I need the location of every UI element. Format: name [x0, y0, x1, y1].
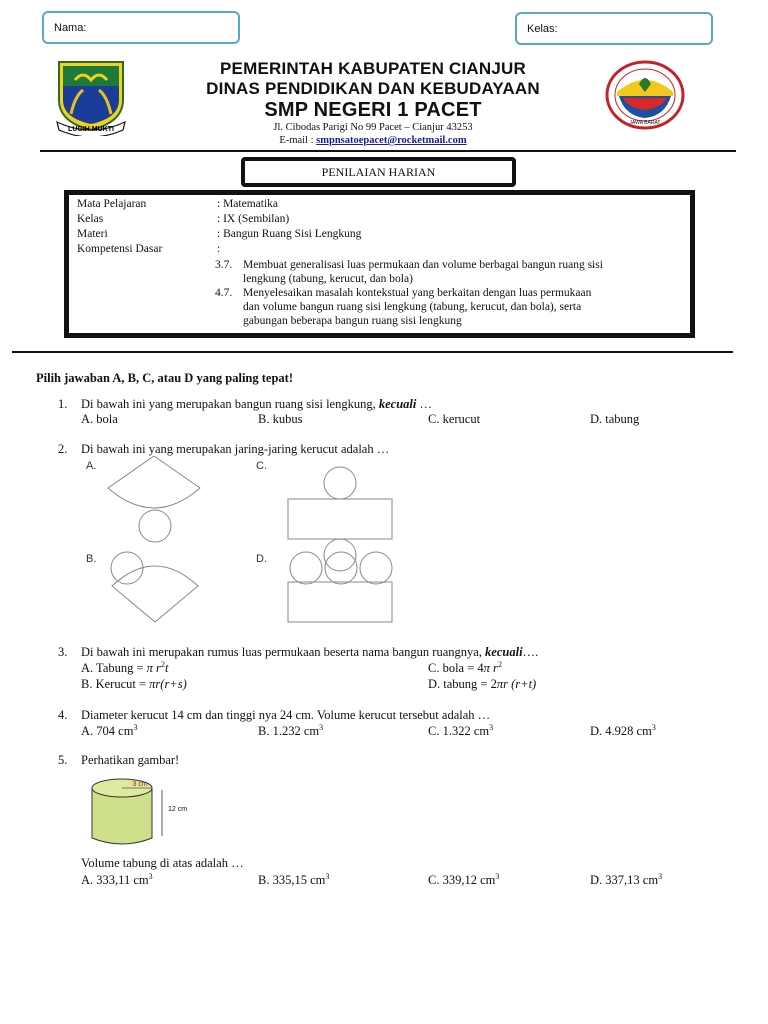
option-b[interactable]: B. kubus [258, 412, 303, 426]
jawa-barat-logo-icon [605, 60, 685, 130]
unit-exponent: 3 [319, 723, 324, 732]
kd-number: 3.7. [215, 259, 233, 271]
info-label: Materi [77, 228, 108, 240]
question-3-tail: …. [522, 645, 539, 659]
question-5-prompt: Volume tabung di atas adalah … [81, 856, 244, 870]
question-3-text: Di bawah ini merupakan rumus luas permukaan beserta nama bangun ruangnya, [81, 645, 486, 659]
net-label-d[interactable]: D. [256, 553, 267, 565]
question-number: 2. [58, 442, 68, 456]
option-a[interactable]: A. bola [81, 412, 118, 426]
question-text: Perhatikan gambar! [81, 753, 180, 767]
section-divider [12, 351, 733, 353]
option-b[interactable] [258, 723, 323, 739]
option-b-text: B. 335,15 cm [258, 873, 326, 888]
unit-exponent: 3 [495, 872, 500, 881]
net-label-b[interactable]: B. [86, 553, 97, 565]
right-logo-text: JAWA BARAT [629, 120, 661, 126]
question-1-tail: … [416, 397, 432, 411]
option-d[interactable] [428, 677, 536, 692]
question-number: 5. [58, 753, 68, 767]
net-label-a[interactable]: A. [86, 460, 97, 472]
question-text: Di bawah ini yang merupakan jaring-jaring kerucut adalah … [81, 442, 390, 456]
question-1-text: Di bawah ini yang merupakan bangun ruang sisi lengkung, [81, 397, 379, 411]
option-a-exponent: 2 [160, 660, 165, 669]
option-d-text: D. 337,13 cm [590, 873, 659, 888]
info-box [64, 190, 695, 338]
option-a-formula: π r [146, 661, 161, 676]
option-a-prefix: A. Tabung = [81, 661, 147, 676]
question-text [81, 397, 432, 412]
net-c-figure [288, 467, 392, 571]
option-c[interactable] [428, 723, 493, 739]
page-title: PENILAIAN HARIAN [241, 157, 516, 187]
radius-label: 3 cm [132, 781, 148, 788]
option-a[interactable] [81, 660, 168, 676]
header-divider [40, 150, 736, 152]
option-c-prefix: C. bola = 4 [428, 661, 484, 676]
option-a-text: A. 704 cm [81, 724, 134, 739]
net-label-c[interactable]: C. [256, 460, 267, 472]
unit-exponent: 3 [148, 872, 153, 881]
instruction: Pilih jawaban A, B, C, atau D yang paling tepat! [36, 371, 293, 385]
net-d-figure [288, 552, 392, 622]
info-value: : [217, 243, 221, 255]
cianjur-logo-icon [53, 56, 129, 136]
option-d-text: D. 4.928 cm [590, 724, 652, 739]
cone-net-figures [100, 456, 400, 628]
cylinder-figure [88, 776, 208, 852]
unit-exponent: 3 [658, 872, 663, 881]
question-text [81, 645, 538, 660]
kd-number: 4.7. [215, 287, 233, 299]
left-logo-motto: LUGIH MUKTI [68, 126, 114, 133]
info-value: : Bangun Ruang Sisi Lengkung [217, 228, 362, 240]
unit-exponent: 3 [325, 872, 330, 881]
net-a-figure [108, 456, 200, 542]
kd-text-line: Menyelesaikan masalah kontekstual yang berkaitan dengan luas permukaan [243, 287, 592, 299]
option-b-prefix: B. Kerucut = [81, 677, 150, 691]
option-b[interactable] [81, 677, 187, 692]
header-line-1: PEMERINTAH KABUPATEN CIANJUR [220, 59, 526, 78]
unit-exponent: 3 [489, 723, 494, 732]
height-label: 12 cm [168, 806, 188, 813]
unit-exponent: 3 [651, 723, 656, 732]
option-d[interactable] [590, 723, 656, 739]
info-value: : IX (Sembilan) [217, 213, 290, 225]
option-a[interactable] [81, 872, 153, 888]
option-c[interactable] [428, 660, 502, 676]
email-label: E-mail : [279, 135, 317, 146]
option-b[interactable] [258, 872, 329, 888]
option-c-text: C. 339,12 cm [428, 873, 496, 888]
kd-text-line: Membuat generalisasi luas permukaan dan volume berbagai bangun ruang sisi [243, 259, 603, 271]
info-value: : Matematika [217, 198, 278, 210]
school-email-line [140, 135, 606, 146]
option-c-exponent: 2 [497, 660, 502, 669]
info-label: Kelas [77, 213, 104, 225]
kd-text-line: dan volume bangun ruang sisi lengkung (tabung, kerucut, dan bola), serta [243, 301, 582, 313]
info-label: Kompetensi Dasar [77, 243, 163, 255]
school-address: Jl. Cibodas Parigi No 99 Pacet – Cianjur 43253 [273, 122, 473, 133]
option-c[interactable] [428, 872, 499, 888]
school-name: SMP NEGERI 1 PACET [264, 99, 482, 121]
option-d[interactable] [590, 872, 662, 888]
kelas-field[interactable] [515, 12, 713, 45]
option-a-text: A. 333,11 cm [81, 873, 149, 888]
option-c-formula: π r [483, 661, 498, 676]
option-b-formula: πr(r+s) [149, 677, 187, 691]
option-c-text: C. 1.322 cm [428, 724, 490, 739]
option-a[interactable] [81, 723, 137, 739]
kd-text-line: lengkung (tabung, kerucut, dan bola) [243, 273, 413, 285]
question-number: 3. [58, 645, 68, 659]
question-1-emphasis: kecuali [378, 397, 417, 411]
net-b-figure [111, 552, 198, 622]
nama-field[interactable] [42, 11, 240, 44]
option-d[interactable]: D. tabung [590, 412, 640, 426]
option-c[interactable]: C. kerucut [428, 412, 481, 426]
option-a-tail: t [164, 661, 169, 676]
header-line-2: DINAS PENDIDIKAN DAN KEBUDAYAAN [206, 79, 540, 98]
kelas-label: Kelas: [527, 23, 558, 35]
unit-exponent: 3 [133, 723, 138, 732]
question-number: 4. [58, 708, 68, 722]
question-text: Diameter kerucut 14 cm dan tinggi nya 24 cm. Volume kerucut tersebut adalah … [81, 708, 491, 722]
question-3-emphasis: kecuali [485, 645, 523, 659]
nama-label: Nama: [54, 22, 87, 34]
option-b-text: B. 1.232 cm [258, 724, 320, 739]
question-number: 1. [58, 397, 68, 411]
option-d-formula: πr (r+t) [496, 677, 537, 691]
info-label: Mata Pelajaran [77, 198, 147, 210]
kd-text-line: gabungan beberapa bangun ruang sisi lengkung [243, 315, 462, 327]
email-link[interactable]: smpnsatoepacet@rocketmail.com [316, 135, 467, 146]
option-d-prefix: D. tabung = 2 [428, 677, 497, 691]
